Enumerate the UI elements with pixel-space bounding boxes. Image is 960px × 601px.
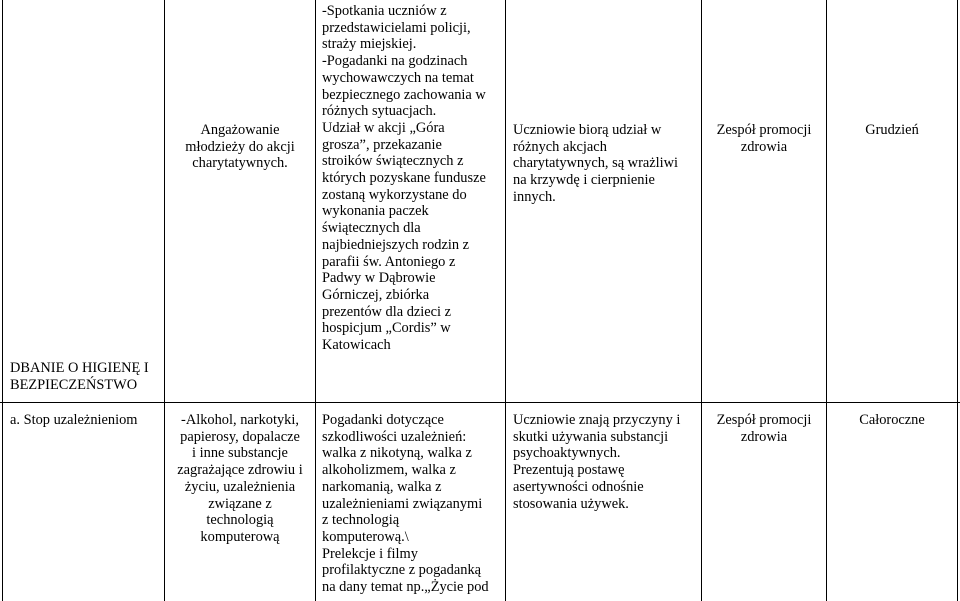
row2-col4-line: psychoaktywnych. xyxy=(513,445,621,462)
row2-col3-line: Prelekcje i filmy xyxy=(322,545,418,562)
row1-col3-line: -Spotkania uczniów z xyxy=(322,3,447,19)
row1-col3-line: parafii św. Antoniego z xyxy=(322,253,456,270)
column-divider-3 xyxy=(505,0,506,601)
row2-col3-line: profilaktyczne z pogadanką xyxy=(322,562,482,579)
row1-col2-text xyxy=(165,122,315,172)
row2-col1-line: a. Stop uzależnieniom xyxy=(10,412,138,428)
row2-col4-line: stosowania używek. xyxy=(513,495,629,512)
row1-col3-line: stroików świątecznych z xyxy=(322,153,464,170)
table-border-right xyxy=(957,0,958,601)
row1-col3-line: świątecznych dla xyxy=(322,220,421,237)
row2-col5-line: zdrowia xyxy=(740,428,788,445)
row1-col3-line: których pozyskane fundusze xyxy=(322,170,486,187)
row1-col4-line: Uczniowie biorą udział w xyxy=(513,122,662,138)
row1-col5-text xyxy=(702,122,826,155)
row2-col3-line: komputerową.\ xyxy=(322,528,409,545)
row1-col3-line: Katowicach xyxy=(322,337,391,354)
row2-col4-line: asertywności odnośnie xyxy=(513,478,644,495)
row1-col6-text xyxy=(827,122,957,139)
row2-col3-line: szkodliwości uzależnień: xyxy=(322,428,467,445)
row1-col3-line: wykonania paczek xyxy=(322,203,429,220)
row1-col2-line: charytatywnych. xyxy=(192,155,288,172)
row1-col4-line: na krzywdę i cierpnienie xyxy=(513,172,655,189)
row2-col1-text xyxy=(10,412,162,429)
row1-col3-line: -Pogadanki na godzinach xyxy=(322,53,468,70)
row2-col6-line: Całoroczne xyxy=(859,412,925,428)
row1-col3-line: zostaną wykorzystane do xyxy=(322,186,467,203)
row2-col2-line: technologią xyxy=(206,512,274,529)
row1-col3-line: przedstawicielami policji, xyxy=(322,19,471,36)
row2-col3-line: alkoholizmem, walka z xyxy=(322,462,456,479)
row1-col3-line: straży miejskiej. xyxy=(322,36,417,53)
row1-col3-line: Górniczej, zbiórka xyxy=(322,286,430,303)
row1-col4-line: charytatywnych, są wrażliwi xyxy=(513,155,679,172)
row1-col3-line: prezentów dla dzieci z xyxy=(322,303,452,320)
row2-col2-line: związane z xyxy=(208,495,272,512)
row2-col6-text xyxy=(827,412,957,429)
row2-col4-line: Uczniowie znają przyczyny i xyxy=(513,412,681,428)
row2-col3-line: walka z nikotyną, walka z xyxy=(322,445,472,462)
row1-col6-line: Grudzień xyxy=(865,122,919,138)
row1-col3-line: różnych sytuacjach. xyxy=(322,103,437,120)
row2-col3-line: narkomanią, walka z xyxy=(322,478,442,495)
row1-col2-line: Angażowanie xyxy=(200,122,280,138)
row2-col3-line: na dany temat np.„Życie pod xyxy=(322,579,489,596)
row2-col3-text xyxy=(322,412,502,596)
row1-col3-line: hospicjum „Cordis” w xyxy=(322,320,451,337)
row1-col1-text xyxy=(10,360,160,393)
row2-col2-text xyxy=(165,412,315,546)
row2-col2-line: zagrażające zdrowiu i xyxy=(177,462,303,479)
row1-col3-line: Padwy w Dąbrowie xyxy=(322,270,436,287)
row1-col4-line: innych. xyxy=(513,188,556,205)
row2-col4-text xyxy=(513,412,698,512)
row2-col5-line: Zespół promocji xyxy=(716,412,812,428)
column-divider-5 xyxy=(826,0,827,601)
row1-col3-line: najbiedniejszych rodzin z xyxy=(322,236,470,253)
row2-col4-line: Prezentują postawę xyxy=(513,462,625,479)
row2-col2-line: papierosy, dopalacze xyxy=(180,428,300,445)
row1-col4-text xyxy=(513,122,698,206)
row1-col1-line: DBANIE O HIGIENĘ I xyxy=(10,360,149,376)
row2-col3-line: uzależnieniami związanymi xyxy=(322,495,483,512)
row1-col2-line: młodzieży do akcji xyxy=(185,138,295,155)
row2-col3-line: Pogadanki dotyczące xyxy=(322,412,444,428)
row-divider xyxy=(0,402,960,403)
row1-col4-line: różnych akcjach xyxy=(513,138,607,155)
row1-col3-text xyxy=(322,3,502,354)
row2-col2-line: komputerową xyxy=(200,528,280,545)
table-border-left xyxy=(2,0,3,601)
column-divider-4 xyxy=(701,0,702,601)
row2-col4-line: skutki używania substancji xyxy=(513,428,669,445)
row1-col1-line: BEZPIECZEŃSTWO xyxy=(10,376,138,393)
column-divider-2 xyxy=(315,0,316,601)
row1-col3-line: grosza”, przekazanie xyxy=(322,136,442,153)
row2-col3-line: z technologią xyxy=(322,512,400,529)
row2-col5-text xyxy=(702,412,826,445)
row2-col2-line: -Alkohol, narkotyki, xyxy=(181,412,299,428)
row1-col3-line: bezpiecznego zachowania w xyxy=(322,86,486,103)
row1-col3-line: wychowawczych na temat xyxy=(322,69,474,86)
row2-col2-line: życiu, uzależnienia xyxy=(184,478,296,495)
row1-col5-line: zdrowia xyxy=(740,138,788,155)
row1-col5-line: Zespół promocji xyxy=(716,122,812,138)
row2-col2-line: i inne substancje xyxy=(192,445,288,462)
row1-col3-line: Udział w akcji „Góra xyxy=(322,119,445,136)
